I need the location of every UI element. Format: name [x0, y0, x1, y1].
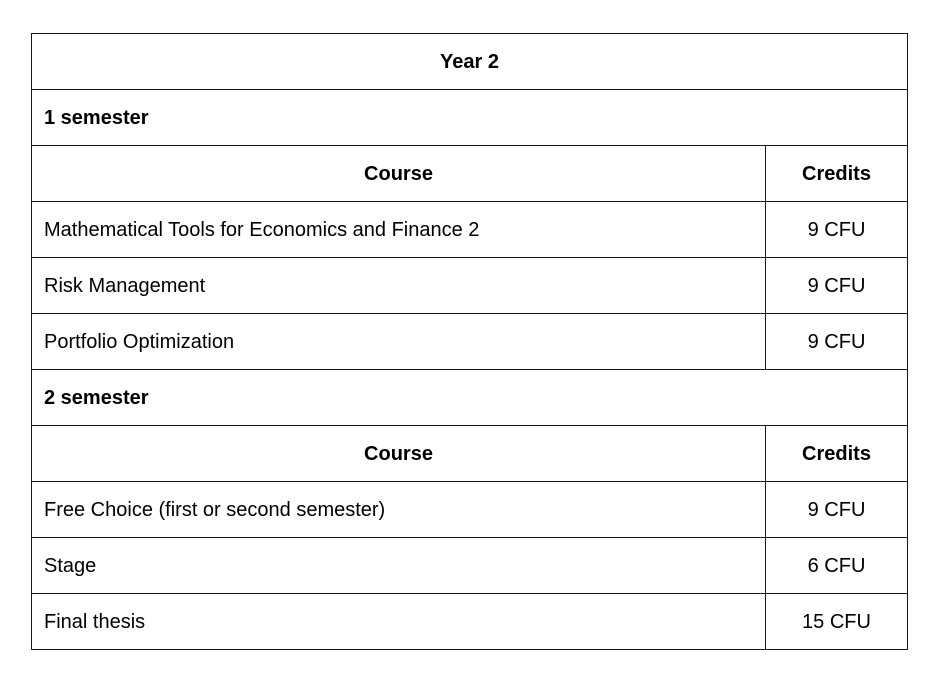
credits-column-header: Credits — [766, 146, 908, 202]
course-credits: 9 CFU — [766, 314, 908, 370]
semester-row — [32, 370, 908, 426]
course-name: Portfolio Optimization — [32, 314, 766, 370]
course-name: Final thesis — [32, 594, 766, 650]
semester-title: 2 semester — [32, 370, 908, 426]
column-header-row — [32, 146, 908, 202]
year-header-row — [32, 34, 908, 90]
course-column-header: Course — [32, 146, 766, 202]
column-header-row — [32, 426, 908, 482]
semester-row — [32, 90, 908, 146]
table-row — [32, 258, 908, 314]
table-row — [32, 314, 908, 370]
semester-title: 1 semester — [32, 90, 908, 146]
curriculum-table — [31, 33, 908, 650]
course-credits: 9 CFU — [766, 258, 908, 314]
credits-column-header: Credits — [766, 426, 908, 482]
table-row — [32, 538, 908, 594]
course-name: Stage — [32, 538, 766, 594]
course-column-header: Course — [32, 426, 766, 482]
table-row — [32, 202, 908, 258]
course-credits: 6 CFU — [766, 538, 908, 594]
course-name: Mathematical Tools for Economics and Finance 2 — [32, 202, 766, 258]
course-name: Free Choice (first or second semester) — [32, 482, 766, 538]
course-name: Risk Management — [32, 258, 766, 314]
table-row — [32, 594, 908, 650]
course-credits: 9 CFU — [766, 202, 908, 258]
table-row — [32, 482, 908, 538]
course-credits: 9 CFU — [766, 482, 908, 538]
year-title: Year 2 — [32, 34, 908, 90]
course-credits: 15 CFU — [766, 594, 908, 650]
